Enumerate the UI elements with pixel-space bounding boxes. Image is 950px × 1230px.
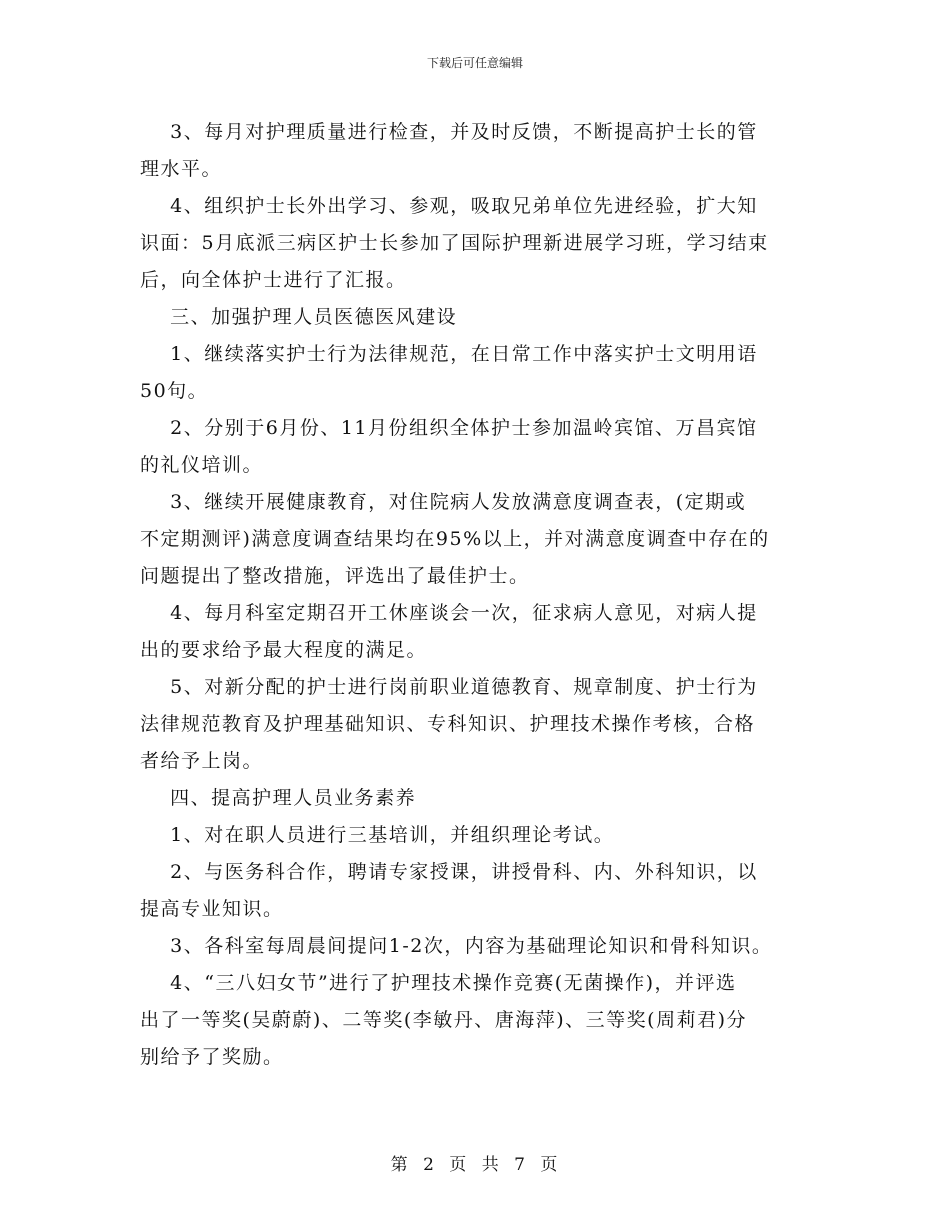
paragraph: [140, 484, 820, 595]
text-line: 的礼仪培训。: [140, 454, 264, 476]
text-line: 问题提出了整改措施，评选出了最佳护士。: [140, 565, 530, 587]
text-line: 4、“三八妇女节”进行了护理技术操作竞赛(无菌操作)，并评选: [140, 972, 737, 994]
text-line: 法律规范教育及护理基础知识、专科知识、护理技术操作考核，合格: [140, 713, 756, 735]
paragraph: [140, 817, 820, 854]
page-footer: 第 2 页 共 7 页: [390, 1155, 560, 1175]
paragraph: [140, 854, 820, 928]
text-line: 三、加强护理人员医德医风建设: [140, 306, 458, 328]
paragraph: [140, 595, 820, 669]
text-line: 不定期测评)满意度调查结果均在95%以上，并对满意度调查中存在的: [140, 528, 770, 550]
text-line: 四、提高护理人员业务素养: [140, 787, 417, 809]
text-line: 者给予上岗。: [140, 750, 264, 772]
paragraph: [140, 669, 820, 780]
text-line: 3、继续开展健康教育，对住院病人发放满意度调查表，(定期或: [140, 491, 747, 513]
text-line: 识面：5月底派三病区护士长参加了国际护理新进展学习班，学习结束: [140, 232, 769, 254]
text-line: 理水平。: [140, 158, 223, 180]
text-line: 1、继续落实护士行为法律规范，在日常工作中落实护士文明用语: [140, 343, 758, 365]
text-line: 50句。: [140, 380, 209, 402]
text-line: 出了一等奖(吴蔚蔚)、二等奖(李敏丹、唐海萍)、三等奖(周莉君)分: [140, 1009, 747, 1031]
paragraph: [140, 299, 820, 336]
text-line: 3、每月对护理质量进行检查，并及时反馈，不断提高护士长的管: [140, 121, 758, 143]
text-line: 4、每月科室定期召开工休座谈会一次，征求病人意见，对病人提: [140, 602, 758, 624]
paragraph: [140, 114, 820, 188]
paragraph: [140, 780, 820, 817]
paragraph: [140, 965, 820, 1076]
text-line: 4、组织护士长外出学习、参观，吸取兄弟单位先进经验，扩大知: [140, 195, 758, 217]
paragraph: [140, 336, 820, 410]
paragraph: [140, 188, 820, 299]
text-line: 提高专业知识。: [140, 898, 284, 920]
paragraph: [140, 928, 820, 965]
text-line: 3、各科室每周晨间提问1-2次，内容为基础理论知识和骨科知识。: [140, 935, 773, 957]
text-line: 2、分别于6月份、11月份组织全体护士参加温岭宾馆、万昌宾馆: [140, 417, 758, 439]
text-line: 别给予了奖励。: [140, 1046, 284, 1068]
paragraph: [140, 410, 820, 484]
text-line: 1、对在职人员进行三基培训，并组织理论考试。: [140, 824, 615, 846]
text-line: 5、对新分配的护士进行岗前职业道德教育、规章制度、护士行为: [140, 676, 758, 698]
document-body: [140, 114, 820, 1076]
page-header: 下载后可任意编辑: [426, 56, 523, 70]
text-line: 后，向全体护士进行了汇报。: [140, 269, 407, 291]
text-line: 出的要求给予最大程度的满足。: [140, 639, 428, 661]
text-line: 2、与医务科合作，聘请专家授课，讲授骨科、内、外科知识，以: [140, 861, 758, 883]
